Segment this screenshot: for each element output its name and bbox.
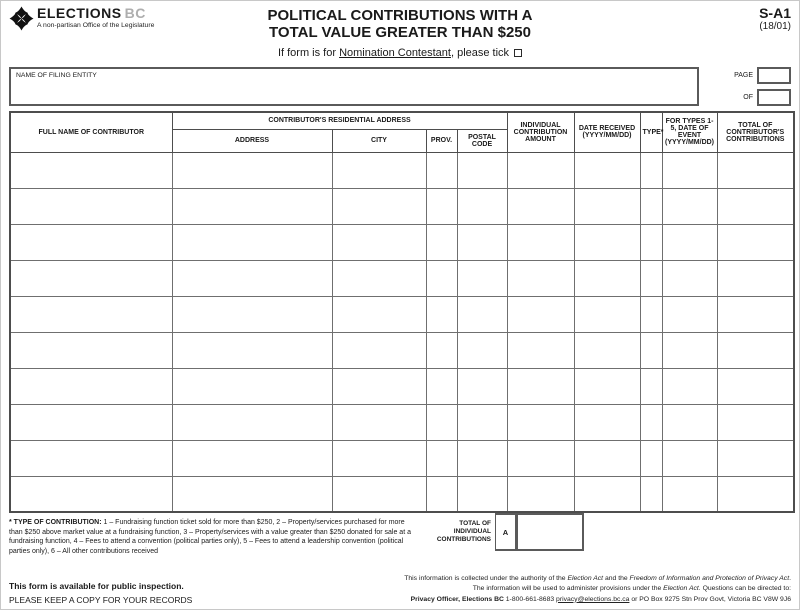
cell-city[interactable] [332,224,426,260]
cell-city[interactable] [332,152,426,188]
cell-date-received[interactable] [574,188,640,224]
cell-date-received[interactable] [574,404,640,440]
cell-full-name[interactable] [10,188,172,224]
type-of-contribution-footnote [9,513,417,556]
cell-postal-code[interactable] [457,404,507,440]
cell-address[interactable] [172,224,332,260]
cell-date-received[interactable] [574,152,640,188]
cell-prov[interactable] [426,476,457,512]
nomination-note-underlined: Nomination Contestant [339,47,451,59]
cell-full-name[interactable] [10,224,172,260]
cell-city[interactable] [332,440,426,476]
cell-prov[interactable] [426,368,457,404]
cell-prov[interactable] [426,260,457,296]
cell-date-received[interactable] [574,476,640,512]
cell-postal-code[interactable] [457,188,507,224]
cell-date-of-event[interactable] [662,152,717,188]
cell-date-received[interactable] [574,260,640,296]
cell-total[interactable] [717,152,794,188]
cell-amount[interactable] [507,260,574,296]
cell-postal-code[interactable] [457,296,507,332]
cell-postal-code[interactable] [457,332,507,368]
cell-date-received[interactable] [574,332,640,368]
cell-full-name[interactable] [10,476,172,512]
contribution-row [10,152,794,188]
column-header-date-received: DATE RECEIVED (YYYY/MM/DD) [574,112,640,152]
column-header-prov: PROV. [426,129,457,152]
page-row [713,67,791,84]
column-header-amount: INDIVIDUAL CONTRIBUTION AMOUNT [507,112,574,152]
column-group-residential-address: CONTRIBUTOR'S RESIDENTIAL ADDRESS [172,112,507,129]
privacy-officer-bold: Privacy Officer, Elections BC [410,595,504,603]
cell-full-name[interactable] [10,152,172,188]
privacy-l1-mid: and the [603,574,630,582]
privacy-phone: 1-800-661-8683 [503,595,557,603]
logo-name: ELECTIONS [37,5,122,21]
cell-total[interactable] [717,260,794,296]
filing-row [9,67,791,106]
column-header-date-of-event: FOR TYPES 1-5, DATE OF EVENT (YYYY/MM/DD) [662,112,717,152]
cell-postal-code[interactable] [457,152,507,188]
foippa-italic: Freedom of Information and Protection of Privacy Act [629,574,790,582]
cell-city[interactable] [332,332,426,368]
page-of-block [713,67,791,106]
cell-type[interactable] [640,152,662,188]
of-label: OF [743,94,753,101]
privacy-address: or PO Box 9275 Stn Prov Govt, Victoria BC V8W 9J6 [629,595,791,603]
pinwheel-star-icon [9,6,34,31]
cell-address[interactable] [172,188,332,224]
cell-full-name[interactable] [10,440,172,476]
privacy-email-link[interactable]: privacy@elections.bc.ca [556,595,630,603]
cell-city[interactable] [332,260,426,296]
cell-date-of-event[interactable] [662,224,717,260]
contribution-row [10,224,794,260]
privacy-l2-text: The information will be used to administer provisions under the [472,585,664,593]
contribution-row [10,260,794,296]
cell-total[interactable] [717,296,794,332]
column-header-total-contributions: TOTAL OF CONTRIBUTOR'S CONTRIBUTIONS [717,112,794,152]
election-act-italic: Election Act [567,574,604,582]
cell-full-name[interactable] [10,260,172,296]
cell-city[interactable] [332,296,426,332]
filing-entity-label: NAME OF FILING ENTITY [16,72,97,79]
contributions-table [9,111,795,513]
cell-prov[interactable] [426,404,457,440]
cell-date-of-event[interactable] [662,260,717,296]
contribution-row [10,404,794,440]
public-inspection-note: This form is available for public inspection. [9,581,184,591]
column-header-address: ADDRESS [172,129,332,152]
cell-total[interactable] [717,188,794,224]
contribution-row [10,440,794,476]
title-line-2: TOTAL VALUE GREATER THAN $250 [269,24,531,41]
cell-prov[interactable] [426,188,457,224]
cell-type[interactable] [640,188,662,224]
cell-postal-code[interactable] [457,440,507,476]
cell-address[interactable] [172,404,332,440]
contribution-row [10,476,794,512]
contribution-row [10,332,794,368]
cell-type[interactable] [640,224,662,260]
cell-address[interactable] [172,152,332,188]
nomination-checkbox[interactable] [514,49,522,57]
nomination-note [9,47,791,59]
cell-prov[interactable] [426,332,457,368]
cell-total[interactable] [717,332,794,368]
privacy-l1-text: This information is collected under the authority of the [404,574,568,582]
cell-type[interactable] [640,440,662,476]
cell-amount[interactable] [507,152,574,188]
total-individual-label: TOTAL OF INDIVIDUAL CONTRIBUTIONS [436,520,491,543]
cell-address[interactable] [172,332,332,368]
logo-text [37,6,154,29]
cell-date-of-event[interactable] [662,404,717,440]
cell-city[interactable] [332,476,426,512]
cell-postal-code[interactable] [457,260,507,296]
page-number-box[interactable] [757,67,791,84]
cell-date-of-event[interactable] [662,188,717,224]
privacy-line-2 [404,584,791,594]
cell-amount[interactable] [507,440,574,476]
column-header-full-name: FULL NAME OF CONTRIBUTOR [10,112,172,152]
cell-date-received[interactable] [574,296,640,332]
form-code-block [759,6,791,32]
cell-amount[interactable] [507,476,574,512]
form-footer [9,574,791,605]
keep-copy-note: PLEASE KEEP A COPY FOR YOUR RECORDS [9,595,193,605]
cell-type[interactable] [640,368,662,404]
cell-postal-code[interactable] [457,368,507,404]
footnote-label: * TYPE OF CONTRIBUTION: [9,519,102,526]
privacy-line-1 [404,574,791,584]
contribution-row [10,368,794,404]
cell-prov[interactable] [426,224,457,260]
cell-amount[interactable] [507,368,574,404]
total-letter-a-box: A [495,513,517,551]
cell-full-name[interactable] [10,368,172,404]
cell-postal-code[interactable] [457,224,507,260]
cell-full-name[interactable] [10,332,172,368]
cell-date-of-event[interactable] [662,368,717,404]
total-individual-contributions [417,513,584,551]
form-version: (18/01) [759,21,791,32]
column-header-postal-code: POSTAL CODE [457,129,507,152]
footnote-text: 1 – Fundraising function ticket sold for more than $250, 2 – Property/services purchased for more than $250 above market value at a fundraising function, 3 – Property/services with a value greater than $250 donated for sale at a fundraising function, 4 – Fees to attend a convention (political parties only), 5 – Fees to attend a leadership convention (political parties only), 6 – All other contributions received [9,519,411,555]
footer-left [9,581,192,605]
cell-full-name[interactable] [10,296,172,332]
total-amount-box[interactable] [517,513,584,551]
cell-amount[interactable] [507,332,574,368]
cell-prov[interactable] [426,296,457,332]
cell-address[interactable] [172,440,332,476]
column-header-type: TYPE* [640,112,662,152]
cell-type[interactable] [640,296,662,332]
form-code: S-A1 [759,5,791,21]
form-header [9,5,791,61]
cell-date-received[interactable] [574,224,640,260]
column-header-city: CITY [332,129,426,152]
logo-suffix: BC [124,5,146,21]
privacy-l1-end: . [789,574,791,582]
cell-prov[interactable] [426,152,457,188]
cell-date-of-event[interactable] [662,440,717,476]
footer-privacy-text [404,574,791,605]
cell-prov[interactable] [426,440,457,476]
cell-date-of-event[interactable] [662,332,717,368]
cell-date-received[interactable] [574,440,640,476]
cell-type[interactable] [640,476,662,512]
page-total-box[interactable] [757,89,791,106]
cell-total[interactable] [717,368,794,404]
cell-city[interactable] [332,404,426,440]
below-table [9,513,791,556]
logo-tagline: A non-partisan Office of the Legislature [37,22,155,29]
cell-address[interactable] [172,260,332,296]
filing-entity-box[interactable] [9,67,699,106]
cell-city[interactable] [332,188,426,224]
cell-type[interactable] [640,332,662,368]
cell-amount[interactable] [507,224,574,260]
cell-type[interactable] [640,404,662,440]
cell-amount[interactable] [507,296,574,332]
contribution-table-body [10,152,794,512]
elections-bc-logo [9,6,154,31]
privacy-line-3 [404,595,791,605]
cell-full-name[interactable] [10,404,172,440]
contribution-row [10,296,794,332]
page-label: PAGE [734,72,753,79]
privacy-l2-end: . Questions can be directed to: [698,585,791,593]
cell-postal-code[interactable] [457,476,507,512]
nomination-note-suffix: , please tick [450,47,510,59]
contribution-row [10,188,794,224]
cell-total[interactable] [717,476,794,512]
cell-type[interactable] [640,260,662,296]
cell-amount[interactable] [507,404,574,440]
cell-city[interactable] [332,368,426,404]
cell-total[interactable] [717,224,794,260]
cell-total[interactable] [717,404,794,440]
cell-date-of-event[interactable] [662,296,717,332]
cell-address[interactable] [172,368,332,404]
cell-address[interactable] [172,476,332,512]
nomination-note-prefix: If form is for [277,47,340,59]
cell-date-of-event[interactable] [662,476,717,512]
cell-date-received[interactable] [574,368,640,404]
title-line-1: POLITICAL CONTRIBUTIONS WITH A [267,7,533,24]
cell-amount[interactable] [507,188,574,224]
cell-address[interactable] [172,296,332,332]
election-act-italic-2: Election Act [663,585,699,593]
cell-total[interactable] [717,440,794,476]
of-row [713,89,791,106]
